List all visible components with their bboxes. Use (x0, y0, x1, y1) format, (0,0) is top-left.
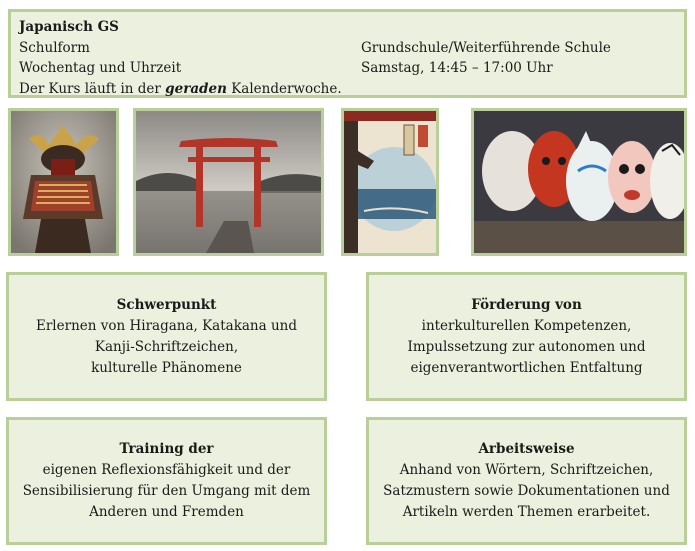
training-line-2: Sensibilisierung für den Umgang mit dem (22, 483, 311, 499)
training-line-1: eigenen Reflexionsfähigkeit und der (42, 462, 291, 478)
focus-line-2: Kanji-Schriftzeichen, (94, 338, 239, 355)
even-week-emphasis: geraden (165, 80, 227, 97)
method-line-1: Anhand von Wörtern, Schriftzeichen, (399, 462, 654, 478)
method-line-2: Satzmustern sowie Dokumentationen und (383, 483, 670, 499)
focus-line-1: Erlernen von Hiragana, Katakana und (36, 317, 297, 334)
training-line-3: Anderen und Fremden (89, 504, 244, 520)
promotion-line-1: interkulturellen Kompetenzen, (421, 317, 632, 334)
schedule-label: Wochentag und Uhrzeit (19, 60, 182, 76)
method-card (366, 417, 687, 545)
calendar-week-note: Der Kurs läuft in der geraden Kalenderwoche. (19, 80, 342, 97)
training-heading: Training der (119, 441, 214, 457)
samurai-armor-photo (8, 108, 119, 256)
focus-heading: Schwerpunkt (116, 296, 217, 313)
japanese-masks-photo (471, 108, 687, 256)
school-type-label: Schulform (19, 39, 90, 56)
school-type-value: Grundschule/Weiterführende Schule (361, 39, 611, 56)
schedule-value: Samstag, 14:45 – 17:00 Uhr (361, 60, 553, 76)
promotion-line-3: eigenverantwortlichen Entfaltung (410, 359, 643, 376)
training-card (6, 417, 327, 545)
promotion-card (366, 272, 687, 401)
schedule-row (19, 58, 676, 79)
school-type-row (19, 38, 676, 59)
promotion-heading: Förderung von (471, 296, 582, 313)
ukiyo-e-print (341, 108, 439, 256)
course-title: Japanisch GS (19, 19, 119, 35)
focus-line-3: kulturelle Phänomene (91, 359, 242, 376)
method-heading: Arbeitsweise (478, 441, 575, 457)
course-info-box (8, 9, 687, 98)
method-line-3: Artikeln werden Themen erarbeitet. (402, 504, 651, 520)
promotion-line-2: Impulssetzung zur autonomen und (407, 338, 646, 355)
torii-gate-photo (133, 108, 324, 256)
focus-card (6, 272, 327, 401)
